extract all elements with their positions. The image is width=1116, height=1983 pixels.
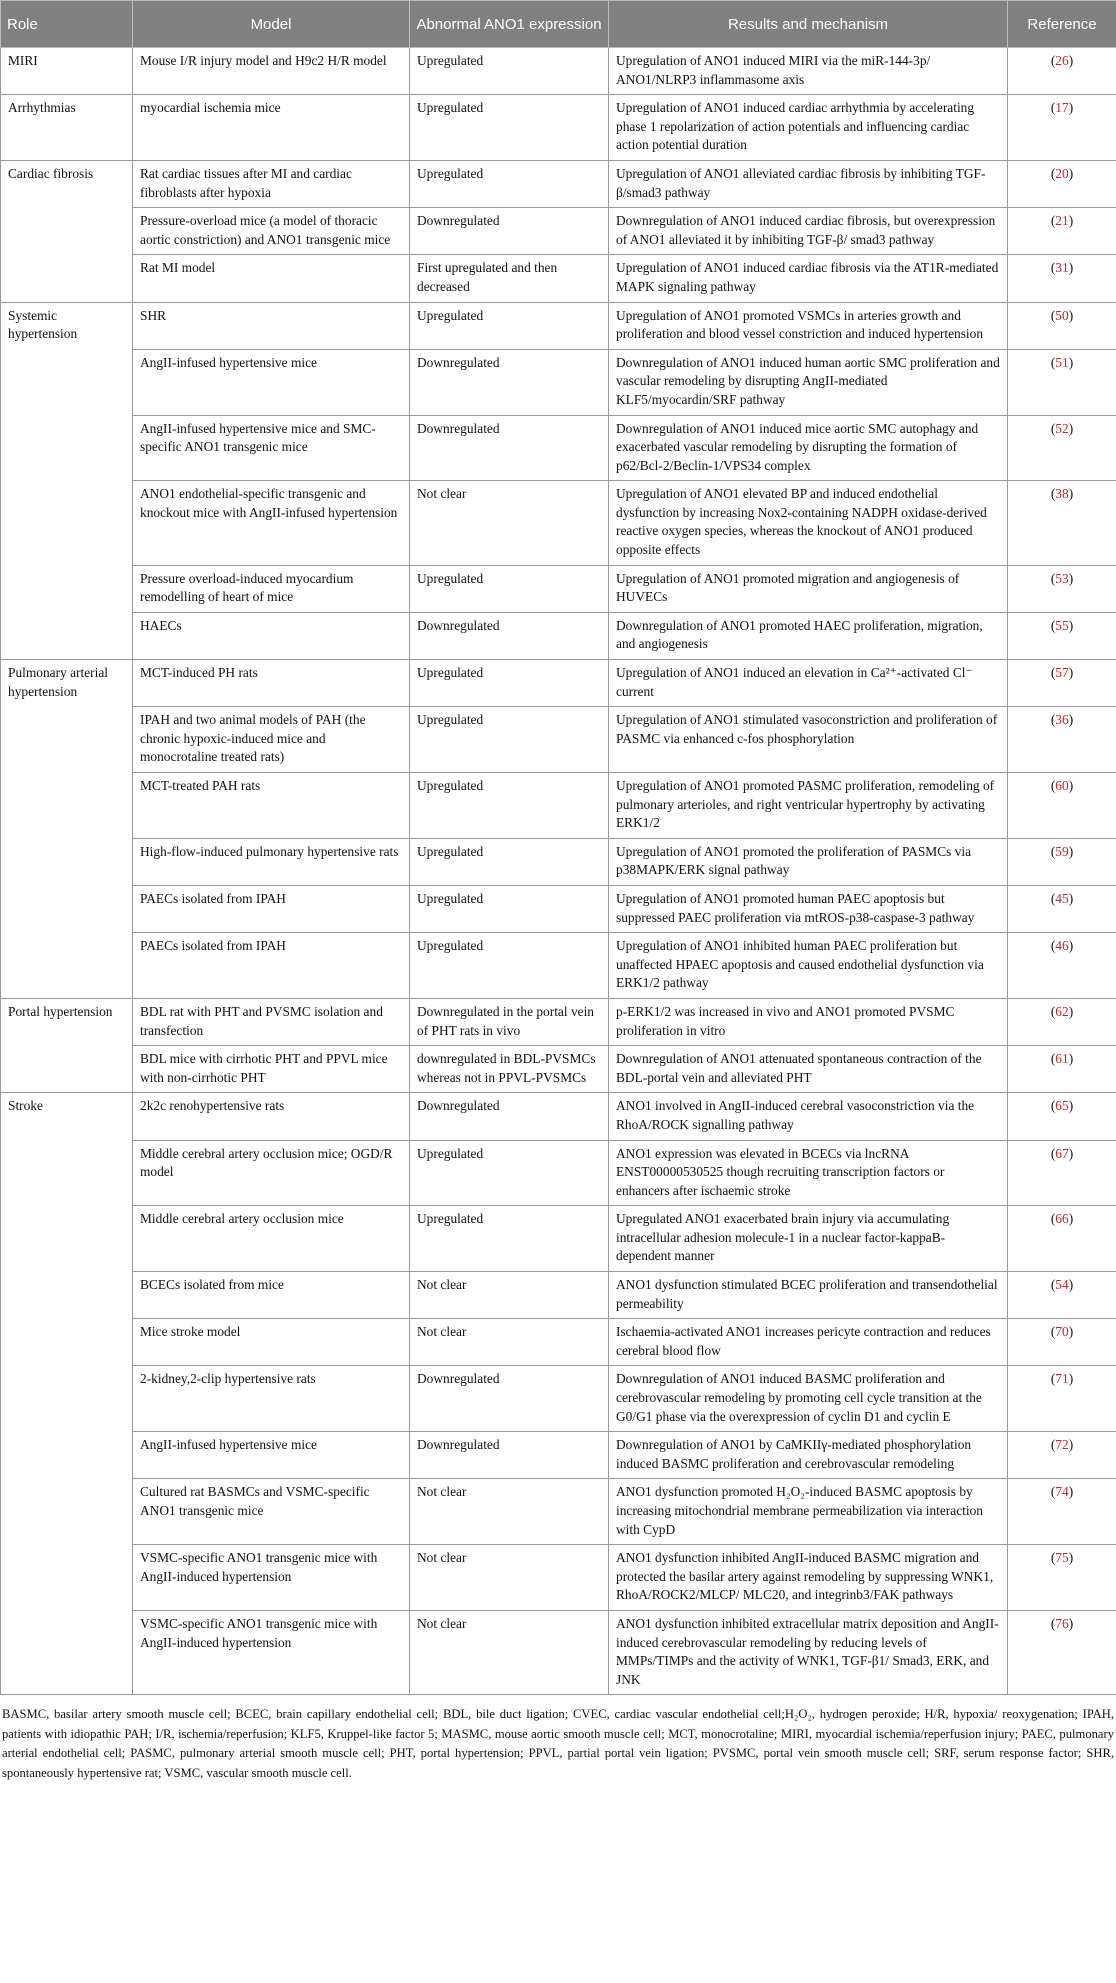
results-cell: Upregulation of ANO1 induced cardiac arrhythmia by accelerating phase 1 repolarization of action potentials and influencing cardiac action potential duration: [609, 95, 1008, 161]
expression-cell: Upregulated: [410, 885, 609, 932]
reference-cell: (55): [1008, 612, 1116, 659]
model-cell: Rat MI model: [133, 255, 410, 302]
reference-cell: (53): [1008, 565, 1116, 612]
model-cell: Rat cardiac tissues after MI and cardiac fibroblasts after hypoxia: [133, 160, 410, 207]
model-cell: Middle cerebral artery occlusion mice; OGD/R model: [133, 1140, 410, 1206]
results-cell: Upregulation of ANO1 induced cardiac fibrosis via the AT1R-mediated MAPK signaling pathway: [609, 255, 1008, 302]
reference-cell: (65): [1008, 1093, 1116, 1140]
table-row: [1, 1610, 1116, 1694]
reference-cell: (76): [1008, 1610, 1116, 1694]
role-cell: Portal hypertension: [1, 998, 133, 1092]
expression-cell: Downregulated: [410, 612, 609, 659]
role-cell: Pulmonary arterial hypertension: [1, 660, 133, 999]
expression-cell: Upregulated: [410, 773, 609, 839]
reference-cell: (20): [1008, 160, 1116, 207]
model-cell: myocardial ischemia mice: [133, 95, 410, 161]
reference-link[interactable]: 54: [1055, 1277, 1069, 1293]
results-cell: Upregulation of ANO1 elevated BP and induced endothelial dysfunction by increasing Nox2-containing NADPH oxidase-derived reactive oxygen species, whereas the knockout of ANO1 produced opposite effects: [609, 481, 1008, 565]
reference-cell: (75): [1008, 1545, 1116, 1611]
table-row: [1, 349, 1116, 415]
table-row: [1, 95, 1116, 161]
table-row: [1, 1206, 1116, 1272]
results-cell: Downregulation of ANO1 induced mice aortic SMC autophagy and exacerbated vascular remodeling by disrupting the formation of p62/Bcl-2/Beclin-1/VPS34 complex: [609, 415, 1008, 481]
reference-link[interactable]: 70: [1055, 1324, 1069, 1340]
expression-cell: First upregulated and then decreased: [410, 255, 609, 302]
results-cell: Downregulation of ANO1 induced cardiac fibrosis, but overexpression of ANO1 alleviated it by inhibiting TGF-β/ smad3 pathway: [609, 208, 1008, 255]
model-cell: PAECs isolated from IPAH: [133, 885, 410, 932]
results-cell: Downregulation of ANO1 induced BASMC proliferation and cerebrovascular remodeling by promoting cell cycle transition at the G0/G1 phase via the overexpression of cyclin D1 and cyclin E: [609, 1366, 1008, 1432]
results-cell: ANO1 dysfunction inhibited AngII-induced BASMC migration and protected the basilar artery against remodeling by suppressing WNK1, RhoA/ROCK2/MLCP/ MLC20, and integrinb3/FAK pathways: [609, 1545, 1008, 1611]
results-cell: ANO1 dysfunction promoted H₂O₂-induced BASMC apoptosis by increasing mitochondrial membrane permeabilization via interaction with CypD: [609, 1479, 1008, 1545]
expression-cell: Upregulated: [410, 160, 609, 207]
model-cell: ANO1 endothelial-specific transgenic and knockout mice with AngII-infused hypertension: [133, 481, 410, 565]
role-cell: MIRI: [1, 48, 133, 95]
results-cell: Upregulated ANO1 exacerbated brain injury via accumulating intracellular adhesion molecule-1 in a nuclear factor-kappaB-dependent manner: [609, 1206, 1008, 1272]
table-row: [1, 773, 1116, 839]
table-row: [1, 1046, 1116, 1093]
model-cell: SHR: [133, 302, 410, 349]
table-row: [1, 660, 1116, 707]
header-model: Model: [133, 1, 410, 48]
table-row: [1, 1093, 1116, 1140]
reference-cell: (57): [1008, 660, 1116, 707]
role-cell: Cardiac fibrosis: [1, 160, 133, 302]
reference-link[interactable]: 55: [1055, 617, 1069, 633]
reference-link[interactable]: 17: [1055, 100, 1069, 116]
table-row: [1, 612, 1116, 659]
role-cell: Systemic hypertension: [1, 302, 133, 660]
model-cell: Cultured rat BASMCs and VSMC-specific ANO1 transgenic mice: [133, 1479, 410, 1545]
table-row: [1, 933, 1116, 999]
results-cell: Upregulation of ANO1 promoted migration and angiogenesis of HUVECs: [609, 565, 1008, 612]
reference-cell: (61): [1008, 1046, 1116, 1093]
reference-cell: (17): [1008, 95, 1116, 161]
expression-cell: Upregulated: [410, 302, 609, 349]
table-row: [1, 160, 1116, 207]
reference-link[interactable]: 61: [1055, 1051, 1069, 1067]
model-cell: 2k2c renohypertensive rats: [133, 1093, 410, 1140]
expression-cell: Not clear: [410, 1319, 609, 1366]
results-cell: Upregulation of ANO1 inhibited human PAEC proliferation but unaffected HPAEC apoptosis and caused endothelial dysfunction via ERK1/2 pathway: [609, 933, 1008, 999]
reference-cell: (66): [1008, 1206, 1116, 1272]
table-row: [1, 998, 1116, 1045]
expression-cell: Downregulated: [410, 1366, 609, 1432]
header-expression: Abnormal ANO1 expression: [410, 1, 609, 48]
model-cell: VSMC-specific ANO1 transgenic mice with AngII-induced hypertension: [133, 1545, 410, 1611]
reference-cell: (52): [1008, 415, 1116, 481]
results-cell: Upregulation of ANO1 promoted the proliferation of PASMCs via p38MAPK/ERK signal pathway: [609, 838, 1008, 885]
reference-link[interactable]: 66: [1055, 1211, 1069, 1227]
reference-link[interactable]: 31: [1055, 260, 1069, 276]
expression-cell: Downregulated: [410, 349, 609, 415]
model-cell: AngII-infused hypertensive mice and SMC-specific ANO1 transgenic mice: [133, 415, 410, 481]
results-cell: Downregulation of ANO1 induced human aortic SMC proliferation and vascular remodeling by disrupting AngII-mediated KLF5/myocardin/SRF pathway: [609, 349, 1008, 415]
results-cell: Upregulation of ANO1 promoted VSMCs in arteries growth and proliferation and blood vessel constriction and induced hypertension: [609, 302, 1008, 349]
role-cell: Stroke: [1, 1093, 133, 1695]
reference-cell: (50): [1008, 302, 1116, 349]
table-header: [1, 1, 1116, 48]
results-cell: Upregulation of ANO1 promoted PASMC proliferation, remodeling of pulmonary arterioles, and right ventricular hypertrophy by activating ERK1/2: [609, 773, 1008, 839]
results-cell: Upregulation of ANO1 induced MIRI via the miR-144-3p/ ANO1/NLRP3 inflammasome axis: [609, 48, 1008, 95]
header-role: Role: [1, 1, 133, 48]
reference-link[interactable]: 59: [1055, 843, 1069, 859]
reference-cell: (45): [1008, 885, 1116, 932]
expression-cell: Not clear: [410, 1479, 609, 1545]
reference-cell: (62): [1008, 998, 1116, 1045]
model-cell: BDL rat with PHT and PVSMC isolation and transfection: [133, 998, 410, 1045]
table-row: [1, 255, 1116, 302]
reference-link[interactable]: 51: [1055, 354, 1069, 370]
expression-cell: Upregulated: [410, 565, 609, 612]
model-cell: Pressure overload-induced myocardium remodelling of heart of mice: [133, 565, 410, 612]
model-cell: MCT-induced PH rats: [133, 660, 410, 707]
reference-link[interactable]: 75: [1055, 1550, 1069, 1566]
reference-cell: (71): [1008, 1366, 1116, 1432]
reference-link[interactable]: 67: [1055, 1145, 1069, 1161]
results-cell: Upregulation of ANO1 promoted human PAEC apoptosis but suppressed PAEC proliferation via mtROS-p38-caspase-3 pathway: [609, 885, 1008, 932]
table-row: [1, 302, 1116, 349]
expression-cell: Upregulated: [410, 660, 609, 707]
model-cell: Mouse I/R injury model and H9c2 H/R model: [133, 48, 410, 95]
reference-cell: (51): [1008, 349, 1116, 415]
reference-link[interactable]: 36: [1055, 712, 1069, 728]
model-cell: VSMC-specific ANO1 transgenic mice with AngII-induced hypertension: [133, 1610, 410, 1694]
expression-cell: downregulated in BDL-PVSMCs whereas not in PPVL-PVSMCs: [410, 1046, 609, 1093]
expression-cell: Not clear: [410, 481, 609, 565]
reference-link[interactable]: 72: [1055, 1437, 1069, 1453]
results-cell: Ischaemia-activated ANO1 increases pericyte contraction and reduces cerebral blood flow: [609, 1319, 1008, 1366]
model-cell: HAECs: [133, 612, 410, 659]
reference-cell: (21): [1008, 208, 1116, 255]
model-cell: IPAH and two animal models of PAH (the chronic hypoxic-induced mice and monocrotaline treated rats): [133, 707, 410, 773]
reference-link[interactable]: 52: [1055, 420, 1069, 436]
results-cell: Upregulation of ANO1 stimulated vasoconstriction and proliferation of PASMC via enhanced c-fos phosphorylation: [609, 707, 1008, 773]
reference-cell: (74): [1008, 1479, 1116, 1545]
reference-cell: (59): [1008, 838, 1116, 885]
reference-link[interactable]: 46: [1055, 938, 1069, 954]
expression-cell: Upregulated: [410, 1206, 609, 1272]
table-row: [1, 415, 1116, 481]
expression-cell: Upregulated: [410, 838, 609, 885]
reference-cell: (54): [1008, 1272, 1116, 1319]
reference-cell: (31): [1008, 255, 1116, 302]
expression-cell: Not clear: [410, 1545, 609, 1611]
expression-cell: Upregulated: [410, 1140, 609, 1206]
results-cell: p-ERK1/2 was increased in vivo and ANO1 promoted PVSMC proliferation in vitro: [609, 998, 1008, 1045]
table-row: [1, 1479, 1116, 1545]
table-row: [1, 1272, 1116, 1319]
expression-cell: Upregulated: [410, 48, 609, 95]
results-cell: Downregulation of ANO1 by CaMKIIγ-mediated phosphorylation induced BASMC proliferation and cerebrovascular remodeling: [609, 1432, 1008, 1479]
role-cell: Arrhythmias: [1, 95, 133, 161]
reference-link[interactable]: 76: [1055, 1615, 1069, 1631]
results-cell: ANO1 involved in AngII-induced cerebral vasoconstriction via the RhoA/ROCK signalling pathway: [609, 1093, 1008, 1140]
model-cell: MCT-treated PAH rats: [133, 773, 410, 839]
results-cell: ANO1 dysfunction stimulated BCEC proliferation and transendothelial permeability: [609, 1272, 1008, 1319]
model-cell: Pressure-overload mice (a model of thoracic aortic constriction) and ANO1 transgenic mice: [133, 208, 410, 255]
table-row: [1, 48, 1116, 95]
reference-link[interactable]: 45: [1055, 890, 1069, 906]
expression-cell: Not clear: [410, 1610, 609, 1694]
expression-cell: Downregulated in the portal vein of PHT rats in vivo: [410, 998, 609, 1045]
reference-link[interactable]: 65: [1055, 1098, 1069, 1114]
model-cell: Mice stroke model: [133, 1319, 410, 1366]
expression-cell: Downregulated: [410, 415, 609, 481]
expression-cell: Upregulated: [410, 95, 609, 161]
reference-cell: (67): [1008, 1140, 1116, 1206]
reference-link[interactable]: 62: [1055, 1003, 1069, 1019]
reference-link[interactable]: 60: [1055, 778, 1069, 793]
table-row: [1, 1140, 1116, 1206]
table-footnote: BASMC, basilar artery smooth muscle cell; BCEC, brain capillary endothelial cell; BDL, bile duct ligation; CVEC, cardiac vascular endothelial cell;H₂O₂, hydrogen peroxide; H/R, hypoxia/ reoxygenation; IPAH, patients with idiopathic PAH; I/R, ischemia/reperfusion; KLF5, Kruppel-like factor 5; MASMC, mouse aortic smooth muscle cell; MCT, monocrotaline; MIRI, myocardial ischemia/reperfusion injury; PAEC, pulmonary arterial endothelial cell; PASMC, pulmonary arterial smooth muscle cell; PHT, portal hypertension; PPVL, partial portal vein ligation; PVSMC, portal vein smooth muscle cell; SRF, serum response factor; SHR, spontaneously hypertensive rat; VSMC, vascular smooth muscle cell.: [2, 1707, 1114, 1780]
expression-cell: Downregulated: [410, 1093, 609, 1140]
header-reference: Reference: [1008, 1, 1116, 48]
model-cell: AngII-infused hypertensive mice: [133, 1432, 410, 1479]
reference-link[interactable]: 26: [1055, 53, 1069, 68]
header-results: Results and mechanism: [609, 1, 1008, 48]
reference-cell: (26): [1008, 48, 1116, 95]
reference-cell: (60): [1008, 773, 1116, 839]
reference-link[interactable]: 50: [1055, 307, 1069, 323]
results-cell: Downregulation of ANO1 attenuated spontaneous contraction of the BDL-portal vein and alleviated PHT: [609, 1046, 1008, 1093]
reference-cell: (38): [1008, 481, 1116, 565]
expression-cell: Not clear: [410, 1272, 609, 1319]
table-row: [1, 885, 1116, 932]
reference-cell: (46): [1008, 933, 1116, 999]
model-cell: High-flow-induced pulmonary hypertensive rats: [133, 838, 410, 885]
table-row: [1, 1545, 1116, 1611]
reference-link[interactable]: 20: [1055, 165, 1069, 181]
model-cell: 2-kidney,2-clip hypertensive rats: [133, 1366, 410, 1432]
reference-link[interactable]: 38: [1055, 486, 1069, 502]
reference-cell: (72): [1008, 1432, 1116, 1479]
table-row: [1, 565, 1116, 612]
model-cell: PAECs isolated from IPAH: [133, 933, 410, 999]
results-cell: ANO1 expression was elevated in BCECs via lncRNA ENST00000530525 though recruiting transcription factors or enhancers after ischaemic stroke: [609, 1140, 1008, 1206]
table-row: [1, 208, 1116, 255]
model-cell: AngII-infused hypertensive mice: [133, 349, 410, 415]
results-cell: Downregulation of ANO1 promoted HAEC proliferation, migration, and angiogenesis: [609, 612, 1008, 659]
table-row: [1, 1432, 1116, 1479]
expression-cell: Upregulated: [410, 933, 609, 999]
expression-cell: Downregulated: [410, 208, 609, 255]
reference-link[interactable]: 21: [1055, 213, 1069, 229]
reference-cell: (36): [1008, 707, 1116, 773]
table-row: [1, 838, 1116, 885]
table-row: [1, 707, 1116, 773]
table-row: [1, 1366, 1116, 1432]
table-row: [1, 481, 1116, 565]
reference-link[interactable]: 71: [1055, 1371, 1069, 1387]
model-cell: BCECs isolated from mice: [133, 1272, 410, 1319]
results-cell: ANO1 dysfunction inhibited extracellular matrix deposition and AngII-induced cerebrovascular remodeling by reducing levels of MMPs/TIMPs and the activity of WNK1, TGF-β1/ Smad3, ERK, and JNK: [609, 1610, 1008, 1694]
expression-cell: Upregulated: [410, 707, 609, 773]
expression-cell: Downregulated: [410, 1432, 609, 1479]
reference-cell: (70): [1008, 1319, 1116, 1366]
model-cell: BDL mice with cirrhotic PHT and PPVL mice with non-cirrhotic PHT: [133, 1046, 410, 1093]
reference-link[interactable]: 53: [1055, 570, 1069, 586]
reference-link[interactable]: 57: [1055, 665, 1069, 681]
table-body: [1, 48, 1116, 1695]
results-cell: Upregulation of ANO1 alleviated cardiac fibrosis by inhibiting TGF-β/smad3 pathway: [609, 160, 1008, 207]
reference-link[interactable]: 74: [1055, 1484, 1069, 1500]
table-row: [1, 1319, 1116, 1366]
results-cell: Upregulation of ANO1 induced an elevation in Ca²⁺-activated Cl⁻ current: [609, 660, 1008, 707]
model-cell: Middle cerebral artery occlusion mice: [133, 1206, 410, 1272]
